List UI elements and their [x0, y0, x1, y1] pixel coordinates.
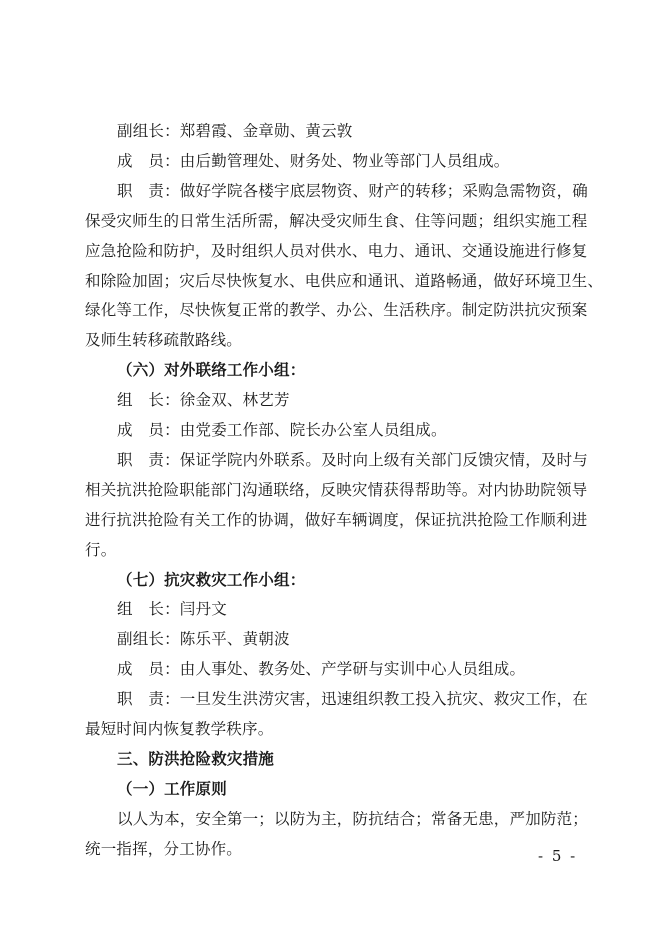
text-line: 和除险加固；灾后尽快恢复水、电供应和通讯、道路畅通，做好环境卫生、 [85, 271, 604, 290]
text-line: 相关抗洪抢险职能部门沟通联络，反映灾情获得帮助等。对内协助院领导 [85, 480, 588, 499]
text-line: 以人为本，安全第一；以防为主，防抗结合；常备无患，严加防范； [117, 809, 589, 828]
text-line: 应急抢险和防护，及时组织人员对供水、电力、通讯、交通设施进行修复 [85, 241, 588, 260]
section-heading: 三、防洪抢险救灾措施 [117, 749, 275, 768]
section-heading: （一）工作原则 [117, 779, 227, 798]
text-line: 组 长：徐金双、林艺芳 [117, 391, 290, 410]
text-line: 行。 [85, 540, 117, 559]
text-line: 副组长：陈乐平、黄朝波 [117, 630, 290, 649]
text-line: 成 员：由人事处、教务处、产学研与实训中心人员组成。 [117, 660, 526, 679]
text-line: 保受灾师生的日常生活所需，解决受灾师生食、住等问题；组织实施工程 [85, 211, 588, 230]
text-line: 职 责：保证学院内外联系。及时向上级有关部门反馈灾情，及时与 [117, 450, 589, 469]
text-line: 组 长：闫丹文 [117, 600, 227, 619]
text-line: 成 员：由后勤管理处、财务处、物业等部门人员组成。 [117, 151, 510, 170]
text-line: 最短时间内恢复教学秩序。 [85, 720, 274, 738]
text-line: 绿化等工作，尽快恢复正常的教学、办公、生活秩序。制定防洪抗灾预案 [85, 301, 588, 320]
text-line: 职 责：一旦发生洪涝灾害，迅速组织教工投入抗灾、救灾工作，在 [117, 690, 589, 709]
section-heading: （六）对外联络工作小组： [117, 361, 306, 380]
section-heading: （七）抗灾救灾工作小组： [117, 570, 306, 589]
text-line: 成 员：由党委工作部、院长办公室人员组成。 [117, 421, 447, 439]
page-number: - 5 - [538, 847, 578, 865]
text-line: 职 责：做好学院各楼宇底层物资、财产的转移；采购急需物资，确 [117, 181, 589, 200]
text-line: 统一指挥，分工协作。 [85, 839, 243, 858]
text-line: 进行抗洪抢险有关工作的协调，做好车辆调度，保证抗洪抢险工作顺利进 [85, 510, 588, 529]
text-line: 及师生转移疏散路线。 [85, 331, 243, 350]
text-line: 副组长：郑碧霞、金章勋、黄云敦 [117, 122, 353, 140]
